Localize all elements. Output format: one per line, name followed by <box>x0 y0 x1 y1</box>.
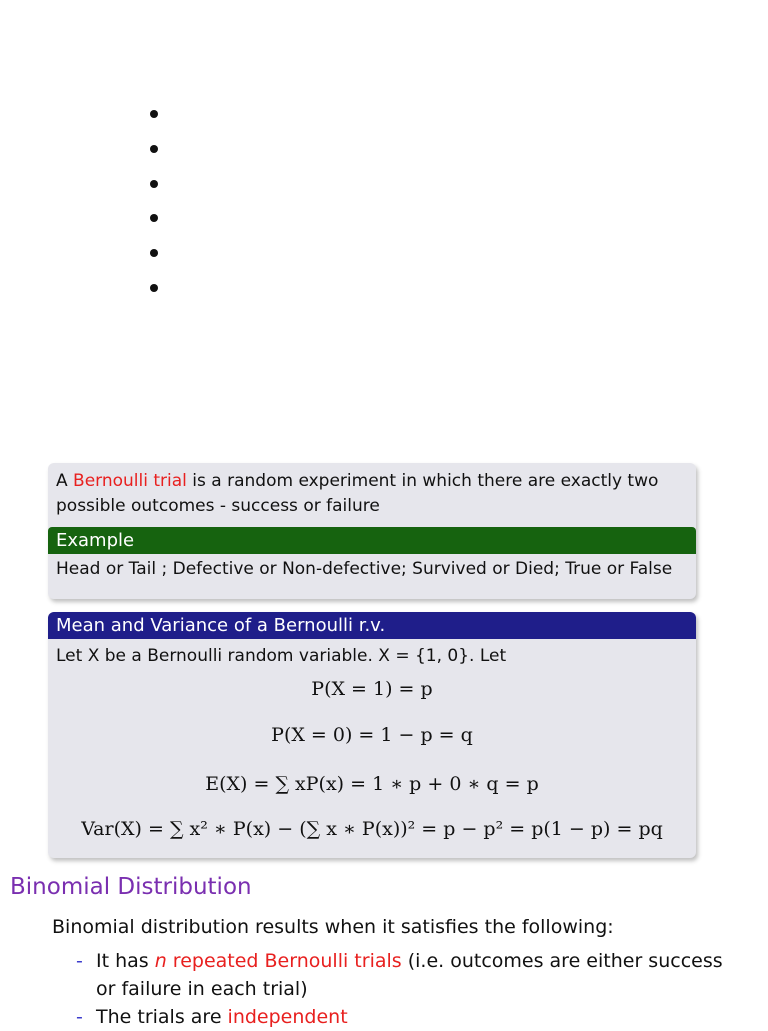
equation-p-x-0: P(X = 0) = 1 − p = q <box>271 724 473 746</box>
example-block-title: Example <box>48 527 696 554</box>
mean-variance-block <box>48 612 696 858</box>
bernoulli-trial-highlight: Bernoulli trial <box>73 471 187 491</box>
item1-rest: (i.e. outcomes are either success or failure in each trial) <box>96 950 723 1000</box>
item2-prefix: The trials are <box>96 1006 228 1028</box>
binomial-intro: Binomial distribution results when it satisfies the following: <box>52 916 614 938</box>
equation-expectation: E(X) = ∑ xP(x) = 1 ∗ p + 0 ∗ q = p <box>205 773 539 795</box>
mean-variance-title: Mean and Variance of a Bernoulli r.v. <box>48 612 696 639</box>
binomial-conditions-list <box>76 947 736 1031</box>
equation-p-x-1: P(X = 1) = p <box>311 678 433 700</box>
equation-variance: Var(X) = ∑ x² ∗ P(x) − (∑ x ∗ P(x))² = p − p² = p(1 − p) = pq <box>81 818 663 840</box>
bullet-dot-icon <box>150 249 158 257</box>
list-item <box>76 947 736 1003</box>
bernoulli-definition-text <box>48 463 696 519</box>
repeated-trials-highlight: repeated Bernoulli trials <box>166 950 402 972</box>
list-item <box>76 1003 736 1031</box>
bullet-dot-icon <box>150 180 158 188</box>
bullet-dot-icon <box>150 145 158 153</box>
dash-icon: - <box>76 950 83 972</box>
bullet-dot-icon <box>150 214 158 222</box>
intro-suffix: is a random experiment in which there are exactly two possible outcomes - success or failure <box>56 471 659 516</box>
example-block-text: Head or Tail ; Defective or Non-defective; Survived or Died; True or False <box>56 559 673 579</box>
intro-prefix: A <box>56 471 74 491</box>
dash-icon: - <box>76 1006 83 1028</box>
bullet-dot-icon <box>150 110 158 118</box>
n-highlight: n <box>154 950 167 972</box>
bullet-dot-icon <box>150 284 158 292</box>
independent-highlight: independent <box>227 1006 348 1028</box>
section-title: Binomial Distribution <box>10 874 252 900</box>
item1-prefix: It has <box>96 950 155 972</box>
let-statement: Let X be a Bernoulli random variable. X = {1, 0}. Let <box>56 646 507 666</box>
bernoulli-definition-block <box>48 463 696 599</box>
